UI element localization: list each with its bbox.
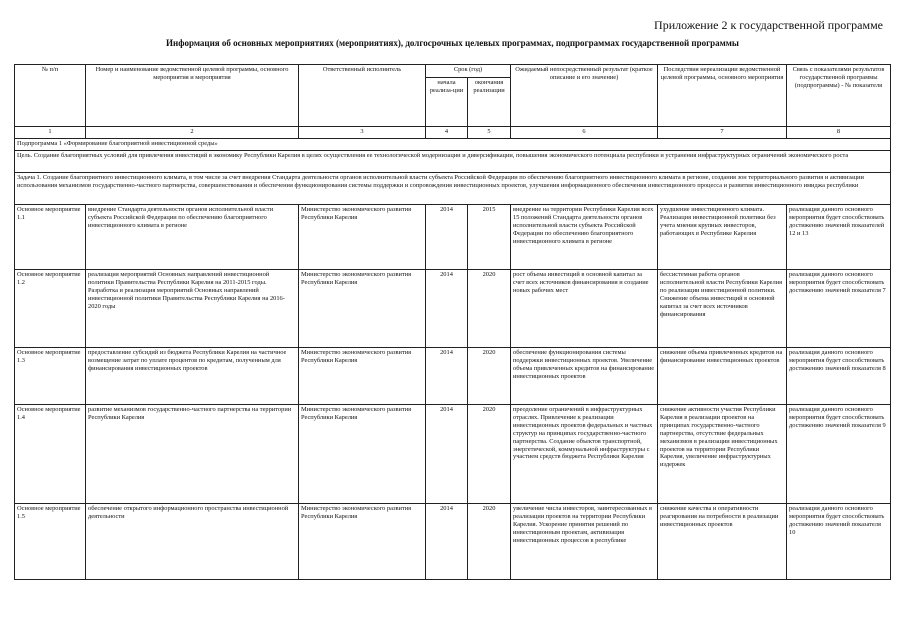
row-link: реализация данного основного мероприятия будет способствовать достижению значений показателя 8 (787, 348, 891, 405)
row-name: развитие механизмов государственно-частного партнерства на территории Республики Карелия (86, 405, 299, 504)
table-row (15, 205, 891, 270)
row-executor: Министерство экономического развития Республики Карелия (299, 270, 426, 348)
row-name: внедрение Стандарта деятельности органов исполнительной власти субъекта Российской Федерации по обеспечению благоприятного инвестиционного климата в регионе (86, 205, 299, 270)
col-number: 8 (787, 127, 891, 139)
document-title: Информация об основных мероприятиях (мероприятиях), долгосрочных целевых программах, подпрограммах государственной программы (166, 38, 739, 48)
row-name: обеспечение открытого информационного пространства инвестиционной деятельности (86, 504, 299, 580)
subprogram-row (15, 139, 891, 151)
row-executor: Министерство экономического развития Республики Карелия (299, 405, 426, 504)
row-executor: Министерство экономического развития Республики Карелия (299, 348, 426, 405)
row-num: Основное мероприятие 1.5 (15, 504, 86, 580)
col-number: 6 (511, 127, 658, 139)
header-executor: Ответственный исполнитель (299, 65, 426, 127)
row-consequences: снижение объема привлеченных кредитов на финансирование инвестиционных проектов (658, 348, 787, 405)
table-row (15, 405, 891, 504)
row-result: преодоление ограничений в инфраструктурных отраслях. Привлечение к реализации инвестиционных проектов федеральных и частных структур на принципах государственно-частного партнерства. Создание объектов транспортной, энергетической, коммунальной инфраструктуры с участием средств бюджета Республики Карелия (511, 405, 658, 504)
col-number: 5 (468, 127, 511, 139)
col-number: 2 (86, 127, 299, 139)
goal-text: Цель. Создание благоприятных условий для привлечения инвестиций в экономику Республики Карелия в целях осуществления ее технологической модернизации и диверсификации, повышения экономического потенциала республики и устранения инфраструктурных ограничений экономического роста (15, 151, 891, 173)
header-num: № п/п (15, 65, 86, 127)
header-link: Связь с показателями результатов государственной программы (подпрограммы) - № показателя (787, 65, 891, 127)
table-row (15, 270, 891, 348)
row-end: 2020 (468, 270, 511, 348)
row-name: реализация мероприятий Основных направлений инвестиционной политики Правительства Республики Карелия на 2011-2015 годы. Разработка и реализация мероприятий Основных направлений инвестиционной политики Правительства Республики Карелия на 2016-2020 годы (86, 270, 299, 348)
row-executor: Министерство экономического развития Республики Карелия (299, 205, 426, 270)
header-name: Номер и наименование ведомственной целевой программы, основного мероприятия и мероприятия (86, 65, 299, 127)
measures-table (14, 64, 891, 580)
header-term: Срок (год) (426, 65, 511, 78)
column-number-row (15, 127, 891, 139)
row-num: Основное мероприятие 1.4 (15, 405, 86, 504)
row-start: 2014 (426, 504, 468, 580)
goal-row (15, 151, 891, 173)
row-num: Основное мероприятие 1.2 (15, 270, 86, 348)
row-consequences: снижение качества и оперативности реагирования на потребности в реализации инвестиционных проектов (658, 504, 787, 580)
row-start: 2014 (426, 348, 468, 405)
row-consequences: ухудшение инвестиционного климата. Реализация инвестиционной политики без учета мнения крупных инвесторов, работающих в Республике Карелия (658, 205, 787, 270)
row-end: 2020 (468, 504, 511, 580)
task-row (15, 173, 891, 205)
row-end: 2020 (468, 405, 511, 504)
row-result: внедрение на территории Республики Карелия всех 15 положений Стандарта деятельности органов исполнительной власти субъекта Российской Федерации по обеспечению благоприятного инвестиционного климата в регионе (511, 205, 658, 270)
col-number: 3 (299, 127, 426, 139)
row-link: реализация данного основного мероприятия будет способствовать достижению значений показателя 10 (787, 504, 891, 580)
header-start: начала реализа-ции (426, 78, 468, 127)
row-end: 2020 (468, 348, 511, 405)
header-result: Ожидаемый непосредственный результат (краткое описание и его значение) (511, 65, 658, 127)
task-text: Задача 1. Создание благоприятного инвестиционного климата, в том числе за счет внедрения Стандарта деятельности органов исполнительной власти субъекта Российской Федерации по обеспечению благоприятного инвестиционного климата в регионе, создания зон территориального развития и активизации использования механизмов государственно-частного партнерства, совершенствования и обеспечения функционирования системы поддержки и сопровождения инвестиционных проектов, улучшения информационного обеспечения инвестиционного процесса и развития инвестиционного имиджа республики (15, 173, 891, 205)
row-start: 2014 (426, 270, 468, 348)
row-consequences: снижение активности участия Республики Карелия в реализации проектов на принципах государственно-частного партнерства, отсутствие федеральных механизмов в реализации инвестиционных проектов на территории Республики Карелия, увеличение инфраструктурных издержек (658, 405, 787, 504)
row-end: 2015 (468, 205, 511, 270)
row-link: реализация данного основного мероприятия будет способствовать достижению значений показателей 12 и 13 (787, 205, 891, 270)
row-link: реализация данного основного мероприятия будет способствовать достижению значений показателя 7 (787, 270, 891, 348)
header-row (15, 65, 891, 78)
appendix-label: Приложение 2 к государственной программе (654, 18, 883, 32)
row-start: 2014 (426, 205, 468, 270)
subprogram-title: Подпрограмма 1 «Формирование благоприятной инвестиционной среды» (15, 139, 891, 151)
header-consequences: Последствия нереализации ведомственной целевой программы, основного мероприятия (658, 65, 787, 127)
row-num: Основное мероприятие 1.1 (15, 205, 86, 270)
row-link: реализация данного основного мероприятия будет способствовать достижению значений показателя 9 (787, 405, 891, 504)
row-result: рост объема инвестиций в основной капитал за счет всех источников финансирования и создание новых рабочих мест (511, 270, 658, 348)
table-row (15, 348, 891, 405)
row-executor: Министерство экономического развития Республики Карелия (299, 504, 426, 580)
row-consequences: бессистемная работа органов исполнительной власти Республики Карелия по реализации инвестиционной политики. Снижение объема инвестиций в основной капитал за счет всех источников финансирования (658, 270, 787, 348)
row-start: 2014 (426, 405, 468, 504)
col-number: 1 (15, 127, 86, 139)
row-num: Основное мероприятие 1.3 (15, 348, 86, 405)
row-result: увеличение числа инвесторов, заинтересованных в реализации проектов на территории Республики Карелия. Ускорение принятия решений по инвестиционным проектам, активизация инвестиционных процессов в республике (511, 504, 658, 580)
header-end: окончания реализации (468, 78, 511, 127)
col-number: 4 (426, 127, 468, 139)
col-number: 7 (658, 127, 787, 139)
row-result: обеспечение функционирования системы поддержки инвестиционных проектов. Увеличение объема привлеченных кредитов на финансирование инвестиционных проектов (511, 348, 658, 405)
row-name: предоставление субсидий из бюджета Республики Карелия на частичное возмещение затрат по уплате процентов по кредитам, полученным для финансирования инвестиционных проектов (86, 348, 299, 405)
table-row (15, 504, 891, 580)
